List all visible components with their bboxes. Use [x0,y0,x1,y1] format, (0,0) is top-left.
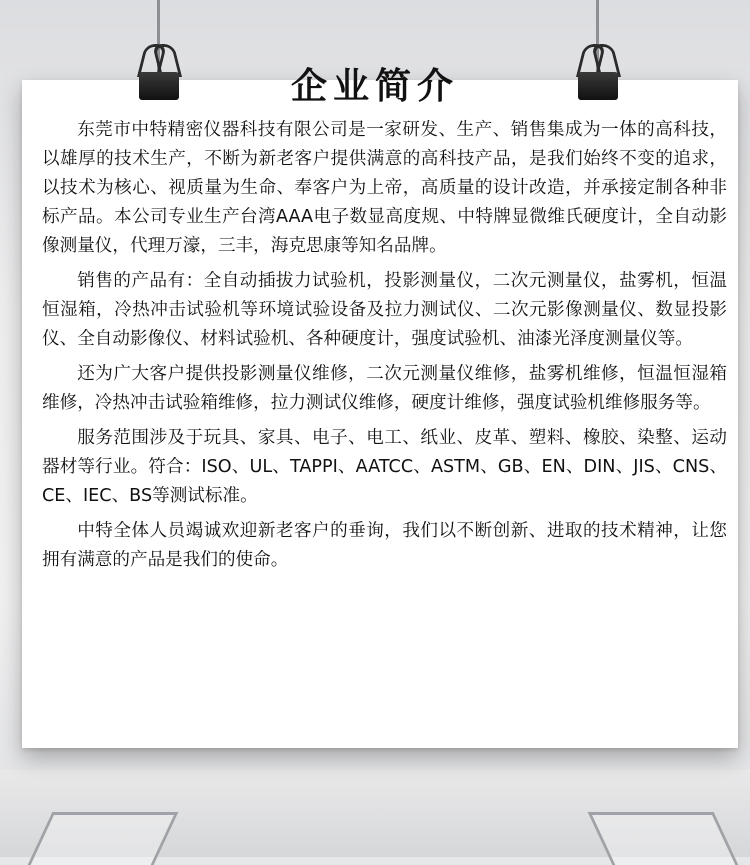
intro-paragraph-2: 销售的产品有：全自动插拔力试验机，投影测量仪，二次元测量仪，盐雾机，恒温恒湿箱，冷热冲击试验机等环境试验设备及拉力测试仪、二次元影像测量仪、数显投影仪、全自动影像仪、材料试验机、各种硬度计，强度试验机、油漆光泽度测量仪等。 [42,271,727,349]
intro-paragraph-3: 还为广大客户提供投影测量仪维修，二次元测量仪维修，盐雾机维修，恒温恒湿箱维修，冷热冲击试验箱维修，拉力测试仪维修，硬度计维修，强度试验机维修服务等。 [42,364,727,413]
window-frame-left [28,812,179,865]
company-intro-text [42,116,727,581]
intro-paragraph-4: 服务范围涉及于玩具、家具、电子、电工、纸业、皮革、塑料、橡胶、染整、运动器材等行业。符合：ISO、UL、TAPPI、AATCC、ASTM、GB、EN、DIN、JIS、CNS、CE、IEC、BS等测试标准。 [42,428,727,506]
page-title: 企业简介 [290,66,459,107]
intro-paragraph-5: 中特全体人员竭诚欢迎新老客户的垂询，我们以不断创新、进取的技术精神，让您拥有满意的产品是我们的使命。 [42,521,727,570]
intro-paragraph-1: 东莞市中特精密仪器科技有限公司是一家研发、生产、销售集成为一体的高科技，以雄厚的技术生产，不断为新老客户提供满意的高科技产品，是我们始终不变的追求，以技术为核心、视质量为生命、奉客户为上帝，高质量的设计改造，并承接定制各种非标产品。本公司专业生产台湾AAA电子数显高度规、中特牌显微维氏硬度计，全自动影像测量仪，代理万濠，三丰，海克思康等知名品牌。 [42,120,727,256]
window-frame-right [588,812,739,865]
